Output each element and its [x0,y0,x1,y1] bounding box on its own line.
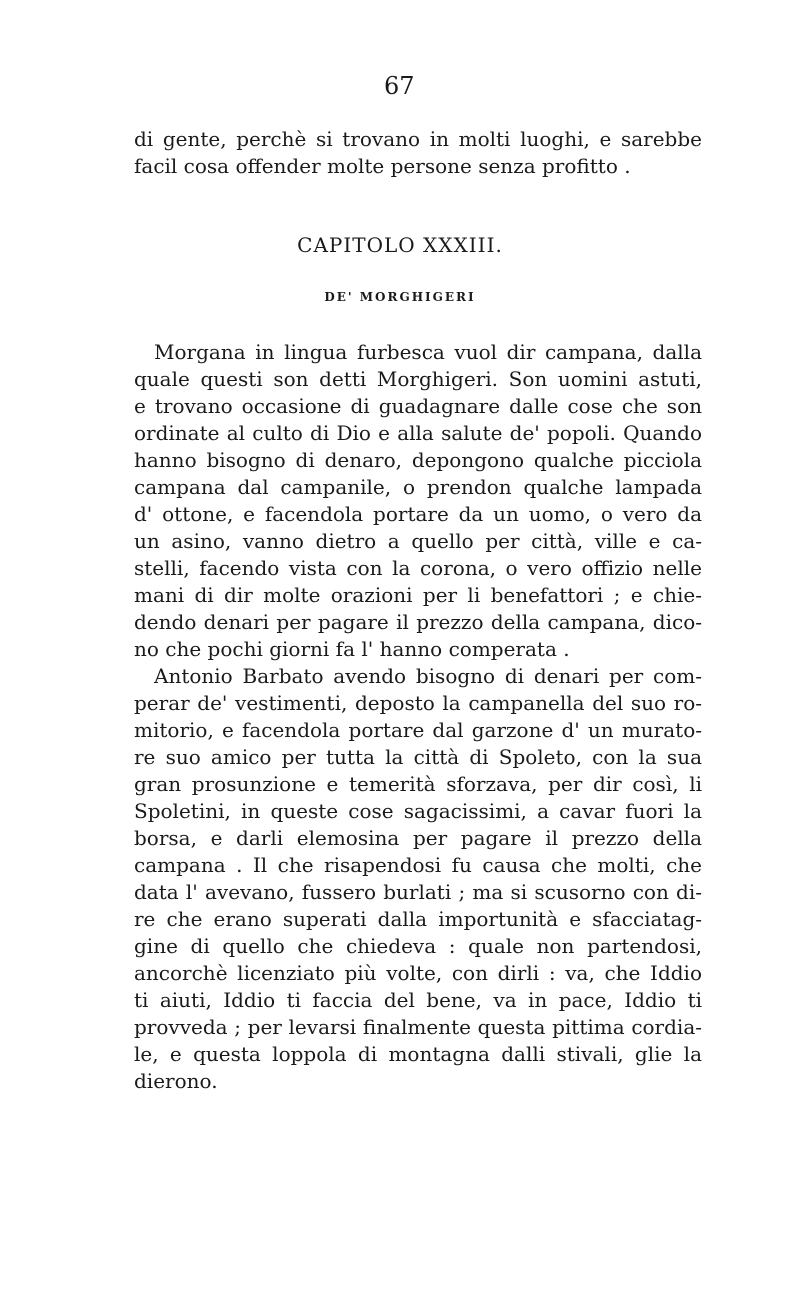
paragraph-line: Morgana in lingua furbesca vuol dir campana, dalla [154,340,702,364]
paragraph-line: dendo denari per pagare il prezzo della campana, dico- [134,610,702,634]
paragraph-line: mani di dir molte orazioni per li benefattori ; e chie- [134,583,702,607]
paragraph-line: re suo amico per tutta la città di Spoleto, con la sua [134,745,702,769]
paragraph-line: hanno bisogno di denaro, depongono qualche picciola [134,448,702,472]
paragraph-line: provveda ; per levarsi finalmente questa pittima cordia- [134,1015,702,1039]
paragraph-line: Antonio Barbato avendo bisogno di denari per com- [154,664,702,688]
intro-line: facil cosa offender molte persone senza profitto . [134,154,631,178]
paragraph-line: campana . Il che risapendosi fu causa che molti, che [134,853,702,877]
paragraph-line: stelli, facendo vista con la corona, o vero offizio nelle [134,556,702,580]
paragraph-line: le, e questa loppola di montagna dalli stivali, glie la [134,1042,702,1066]
paragraph-line: borsa, e darli elemosina per pagare il prezzo della [134,826,702,850]
chapter-title: CAPITOLO XXXIII. [297,233,503,257]
paragraph-line: perar de' vestimenti, deposto la campanella del suo ro- [134,691,702,715]
page-number: 67 [384,72,415,100]
paragraph-line: data l' avevano, fussero burlati ; ma si scusorno con di- [134,880,702,904]
paragraph-line: campana dal campanile, o prendon qualche lampada [134,475,702,499]
chapter-subtitle: DE' MORGHIGERI [324,290,476,304]
paragraph-line: ti aiuti, Iddio ti faccia del bene, va in pace, Iddio ti [134,988,702,1012]
paragraph-line: quale questi son detti Morghigeri. Son uomini astuti, [134,367,702,391]
intro-line: di gente, perchè si trovano in molti luoghi, e sarebbe [134,127,702,151]
paragraph-line: gran prosunzione e temerità sforzava, per dir così, li [134,772,702,796]
paragraph-line: re che erano superati dalla importunità e sfacciatag- [134,907,702,931]
paragraph-line: ancorchè licenziato più volte, con dirli : va, che Iddio [134,961,702,985]
paragraph-line: gine di quello che chiedeva : quale non partendosi, [134,934,702,958]
paragraph-line: ordinate al culto di Dio e alla salute de' popoli. Quando [134,421,702,445]
paragraph-line: d' ottone, e facendola portare da un uomo, o vero da [134,502,702,526]
paragraph-line: Spoletini, in queste cose sagacissimi, a cavar fuori la [134,799,702,823]
paragraph-line: e trovano occasione di guadagnare dalle cose che son [134,394,702,418]
paragraph-line: no che pochi giorni fa l' hanno comperata . [134,637,570,661]
paragraph-line: un asino, vanno dietro a quello per città, ville e ca- [134,529,702,553]
paragraph-line: dierono. [134,1069,218,1093]
paragraph-line: mitorio, e facendola portare dal garzone d' un murato- [134,718,702,742]
